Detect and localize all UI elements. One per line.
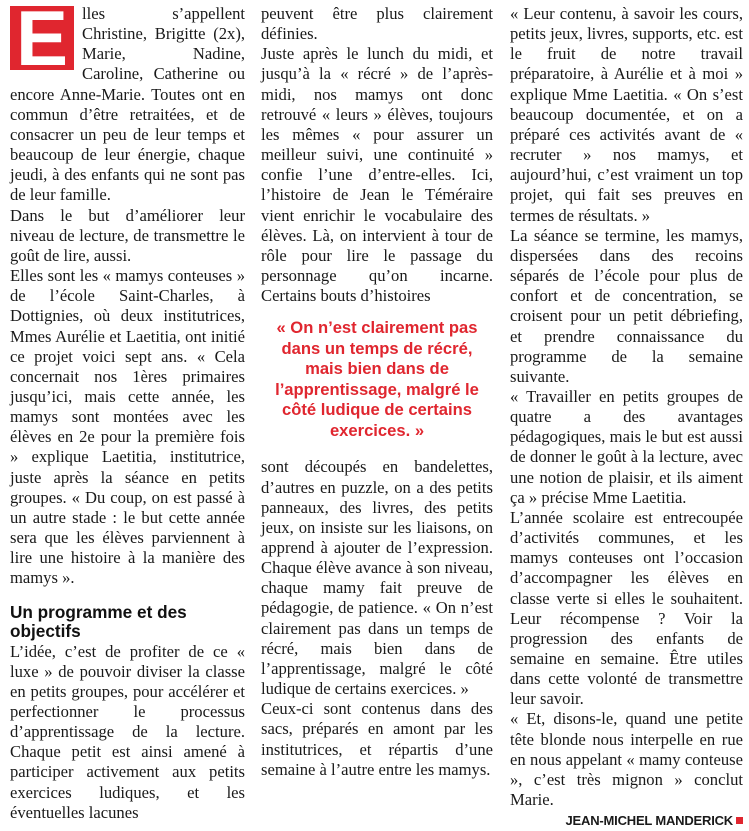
article-paragraph: L’idée, c’est de profiter de ce « luxe » de pouvoir diviser la classe en petits groupes, pour accélérer et perfectionner le processus d’apprentissage de la lecture. Chaque petit est ainsi amené à participer activement aux petits exercices ludiques, et les éventuelles lacunes [10, 641, 245, 822]
author-byline: JEAN-MICHEL MANDERICK [565, 813, 733, 829]
article-paragraph: « Leur contenu, à savoir les cours, petits jeux, livres, supports, etc. est le fruit de notre travail préparatoire, à Aurélie et à moi » explique Mme Laetitia. « On s’est beaucoup documentée, et on a préparé ces activités avant de « recruter » nos mamys, et aujourd’hui, c’est vraiment un top projet, qui fait ses preuves en termes de résultats. » [510, 4, 743, 225]
byline-row [510, 810, 743, 831]
article-column-2 [261, 4, 493, 780]
article-paragraph: Ceux-ci sont contenus dans des sacs, préparés en amont par les institutrices, et répartis d’une semaine à l’autre entre les mamys. [261, 699, 493, 779]
article-paragraph: Juste après le lunch du midi, et jusqu’à la « récré » de l’après-midi, nos mamys ont donc retrouvé « leurs » élèves, toujours les mêmes « pour assurer un meilleur suivi, une continuité » confie l’une d’entre-elles. Ici, l’histoire de Jean le Téméraire vient enrichir le vocabulaire des élèves. Là, on intervient à tour de rôle pour lire le passage du personnage qu’on incarne. Certains bouts d’histoires [261, 44, 493, 306]
article-paragraph: La séance se termine, les mamys, dispersées dans des recoins séparés de l’école pour plus de confort et de concentration, se croisent pour un petit débriefing, et prendre connaissance du programme de la semaine suivante. [510, 225, 743, 386]
pull-quote: « On n’est clairement pas dans un temps de récré, mais bien dans de l’apprentissage, malgré le côté ludique de certains exercices. » [275, 318, 479, 440]
article-paragraph: « Et, disons-le, quand une petite tête blonde nous interpelle en rue en nous appelant « mamy conteuse », c’est très mignon » conclut Marie. [510, 709, 743, 810]
article-paragraph: peuvent être plus clairement définies. [261, 4, 493, 44]
drop-cap: E [10, 6, 74, 70]
article-paragraph: Elles sont les « mamys conteuses » de l’école Saint-Charles, à Dottignies, où deux institutrices, Mmes Aurélie et Laetitia, ont initié ce projet voici sept ans. « Cela concernait nos 1ères primaires jusqu’ici, mais cette année, les mamys sont montées avec les élèves en 2e pour la première fois » explique Laetitia, institutrice, juste après la séance en petits groupes. « Du coup, on est passé à un autre stade : le but cette année sera que les élèves parviennent à lire une histoire à la manière des mamys ». [10, 266, 245, 588]
article-paragraph: Dans le but d’améliorer leur niveau de lecture, de transmettre le goût de lire, aussi. [10, 205, 245, 265]
end-square-icon [736, 817, 743, 824]
article-column-1 [10, 0, 245, 823]
article-paragraph: L’année scolaire est entrecoupée d’activités communes, et les mamys conteuses ont l’occasion d’accompagner les élèves en classe verte si elles le souhaitent. Leur récompense ? Voir la progression des enfants de semaine en semaine. Être utiles dans cette volonté de transmettre leur savoir. [510, 507, 743, 709]
article-paragraph: sont découpés en bandelettes, d’autres en puzzle, on a des petits panneaux, des livres, des petits jeux, on insiste sur les liaisons, on apprend à ajouter de l’expression. Chaque élève avance à son niveau, chaque mamy fait preuve de pédagogie, de patience. « On n’est clairement pas dans un temps de récré, mais bien dans de l’apprentissage, malgré le côté ludique de certains exercices. » [261, 457, 493, 699]
article-column-3 [510, 4, 743, 831]
section-subheading: Un programme et des objectifs [10, 601, 187, 641]
article-paragraph: « Travailler en petits groupes de quatre a des avantages pédagogiques, mais le but est aussi de donner le goût à la lecture, avec une notion de plaisir, et ils aiment ça » précise Mme Laetitia. [510, 386, 743, 507]
article-paragraph: lles s’appellent Christine, Brigitte (2x), Marie, Nadine, Caroline, Catherine ou encore Anne-Marie. Toutes ont en commun d’être retraitées, et de consacrer un peu de leur temps et beaucoup de leur énergie, chaque jeudi, à des enfants qui ne sont pas de leur famille. [10, 4, 245, 205]
